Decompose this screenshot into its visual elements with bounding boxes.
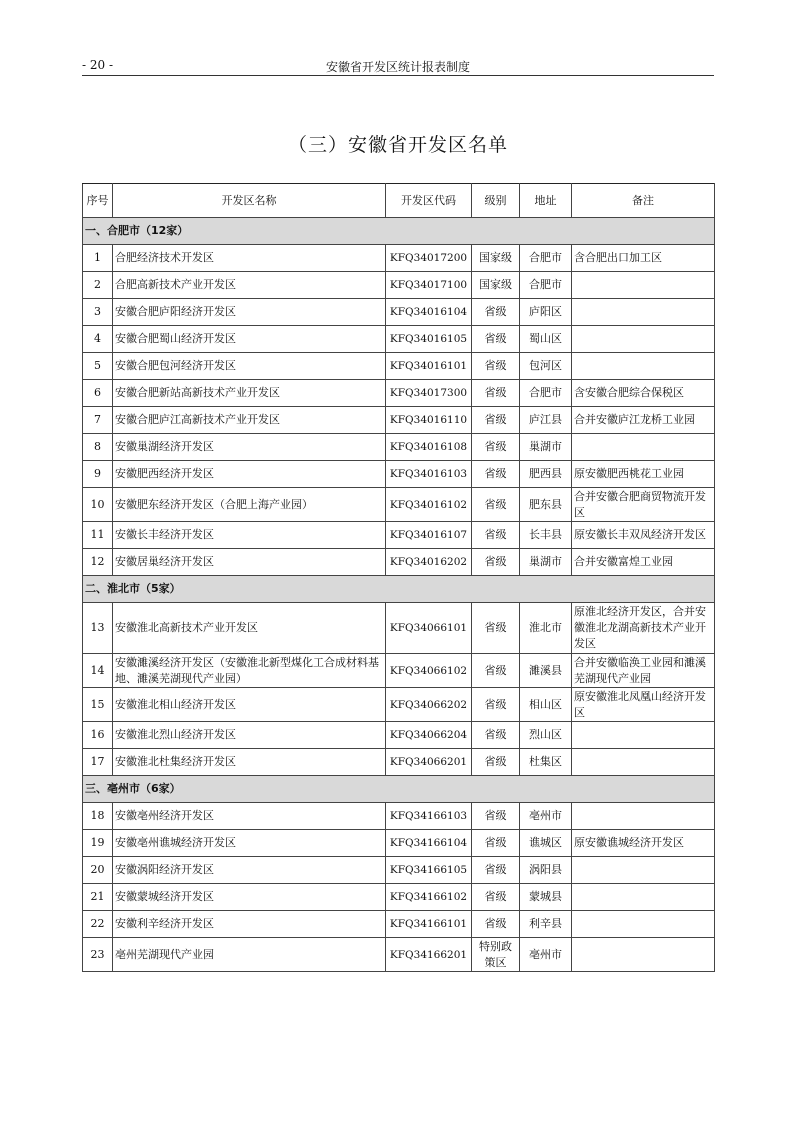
cell-code: KFQ34016110 (386, 407, 472, 434)
cell-name: 安徽合肥庐阳经济开发区 (113, 299, 386, 326)
cell-address: 长丰县 (520, 522, 572, 549)
cell-code: KFQ34016105 (386, 326, 472, 353)
section-label: 一、合肥市（12家） (83, 218, 715, 245)
development-zone-table (82, 183, 715, 972)
cell-note (572, 299, 715, 326)
cell-code: KFQ34166101 (386, 911, 472, 938)
table-row (83, 688, 715, 722)
cell-level: 省级 (472, 884, 520, 911)
table-row (83, 272, 715, 299)
cell-name: 安徽合肥包河经济开发区 (113, 353, 386, 380)
cell-no: 3 (83, 299, 113, 326)
cell-note (572, 326, 715, 353)
cell-name: 安徽合肥新站高新技术产业开发区 (113, 380, 386, 407)
cell-no: 5 (83, 353, 113, 380)
cell-address: 利辛县 (520, 911, 572, 938)
cell-name: 安徽淮北相山经济开发区 (113, 688, 386, 722)
cell-address: 涡阳县 (520, 857, 572, 884)
cell-note: 含合肥出口加工区 (572, 245, 715, 272)
cell-level: 省级 (472, 688, 520, 722)
cell-code: KFQ34166103 (386, 803, 472, 830)
cell-no: 18 (83, 803, 113, 830)
cell-address: 肥西县 (520, 461, 572, 488)
table-row (83, 353, 715, 380)
cell-level: 省级 (472, 830, 520, 857)
table-row (83, 603, 715, 654)
cell-level: 特别政策区 (472, 938, 520, 972)
cell-name: 安徽亳州经济开发区 (113, 803, 386, 830)
cell-note: 合并安徽庐江龙桥工业园 (572, 407, 715, 434)
cell-address: 合肥市 (520, 380, 572, 407)
cell-no: 2 (83, 272, 113, 299)
cell-level: 省级 (472, 461, 520, 488)
cell-code: KFQ34166104 (386, 830, 472, 857)
table-row (83, 522, 715, 549)
cell-note: 原安徽谯城经济开发区 (572, 830, 715, 857)
cell-level: 省级 (472, 407, 520, 434)
cell-address: 烈山区 (520, 722, 572, 749)
cell-name: 安徽巢湖经济开发区 (113, 434, 386, 461)
cell-no: 17 (83, 749, 113, 776)
table-row (83, 749, 715, 776)
section-row (83, 576, 715, 603)
cell-address: 濉溪县 (520, 654, 572, 688)
cell-code: KFQ34017100 (386, 272, 472, 299)
cell-no: 21 (83, 884, 113, 911)
document-title: （三）安徽省开发区名单 (287, 134, 508, 156)
col-header-note: 备注 (572, 184, 715, 218)
table-row (83, 857, 715, 884)
running-title: 安徽省开发区统计报表制度 (325, 60, 470, 74)
col-header-address: 地址 (520, 184, 572, 218)
cell-no: 1 (83, 245, 113, 272)
cell-level: 省级 (472, 603, 520, 654)
cell-name: 安徽涡阳经济开发区 (113, 857, 386, 884)
cell-note (572, 803, 715, 830)
col-header-no: 序号 (83, 184, 113, 218)
cell-address: 包河区 (520, 353, 572, 380)
cell-name: 安徽肥西经济开发区 (113, 461, 386, 488)
cell-level: 国家级 (472, 245, 520, 272)
section-row (83, 776, 715, 803)
cell-note (572, 911, 715, 938)
table-row (83, 911, 715, 938)
cell-note: 原安徽长丰双凤经济开发区 (572, 522, 715, 549)
cell-no: 16 (83, 722, 113, 749)
cell-code: KFQ34016108 (386, 434, 472, 461)
cell-address: 合肥市 (520, 245, 572, 272)
cell-level: 省级 (472, 353, 520, 380)
cell-code: KFQ34016103 (386, 461, 472, 488)
cell-name: 安徽合肥庐江高新技术产业开发区 (113, 407, 386, 434)
cell-address: 相山区 (520, 688, 572, 722)
table-row (83, 299, 715, 326)
cell-level: 省级 (472, 326, 520, 353)
cell-code: KFQ34016102 (386, 488, 472, 522)
cell-address: 肥东县 (520, 488, 572, 522)
cell-name: 安徽利辛经济开发区 (113, 911, 386, 938)
cell-note: 合并安徽富煌工业园 (572, 549, 715, 576)
table-row (83, 380, 715, 407)
cell-level: 省级 (472, 299, 520, 326)
page-number: - 20 - (82, 58, 114, 72)
cell-level: 省级 (472, 803, 520, 830)
cell-address: 谯城区 (520, 830, 572, 857)
cell-note (572, 884, 715, 911)
cell-address: 巢湖市 (520, 549, 572, 576)
cell-note (572, 353, 715, 380)
col-header-level: 级别 (472, 184, 520, 218)
cell-code: KFQ34166105 (386, 857, 472, 884)
cell-no: 11 (83, 522, 113, 549)
cell-name: 亳州芜湖现代产业园 (113, 938, 386, 972)
cell-code: KFQ34166102 (386, 884, 472, 911)
cell-note: 原淮北经济开发区，合并安徽淮北龙湖高新技术产业开发区 (572, 603, 715, 654)
section-row (83, 218, 715, 245)
cell-level: 省级 (472, 911, 520, 938)
cell-no: 9 (83, 461, 113, 488)
cell-no: 4 (83, 326, 113, 353)
table-row (83, 830, 715, 857)
cell-note (572, 857, 715, 884)
cell-address: 蜀山区 (520, 326, 572, 353)
cell-code: KFQ34066102 (386, 654, 472, 688)
cell-name: 合肥高新技术产业开发区 (113, 272, 386, 299)
cell-level: 省级 (472, 749, 520, 776)
cell-no: 10 (83, 488, 113, 522)
cell-code: KFQ34017200 (386, 245, 472, 272)
cell-note (572, 272, 715, 299)
cell-address: 杜集区 (520, 749, 572, 776)
cell-name: 安徽肥东经济开发区（合肥上海产业园） (113, 488, 386, 522)
cell-name: 安徽亳州谯城经济开发区 (113, 830, 386, 857)
cell-no: 23 (83, 938, 113, 972)
table-row (83, 245, 715, 272)
table-body (83, 218, 715, 972)
cell-no: 14 (83, 654, 113, 688)
cell-note (572, 749, 715, 776)
cell-name: 安徽淮北杜集经济开发区 (113, 749, 386, 776)
cell-level: 省级 (472, 522, 520, 549)
cell-code: KFQ34066201 (386, 749, 472, 776)
table-row (83, 803, 715, 830)
cell-note (572, 722, 715, 749)
cell-level: 省级 (472, 654, 520, 688)
cell-address: 庐阳区 (520, 299, 572, 326)
cell-note: 合并安徽临涣工业园和濉溪芜湖现代产业园 (572, 654, 715, 688)
table-row (83, 407, 715, 434)
table-row (83, 884, 715, 911)
cell-level: 省级 (472, 488, 520, 522)
cell-name: 安徽居巢经济开发区 (113, 549, 386, 576)
cell-address: 亳州市 (520, 803, 572, 830)
cell-code: KFQ34016202 (386, 549, 472, 576)
cell-name: 安徽淮北烈山经济开发区 (113, 722, 386, 749)
cell-level: 省级 (472, 722, 520, 749)
table-row (83, 326, 715, 353)
cell-code: KFQ34017300 (386, 380, 472, 407)
cell-code: KFQ34166201 (386, 938, 472, 972)
cell-code: KFQ34066204 (386, 722, 472, 749)
header-rule (82, 75, 714, 76)
cell-note: 原安徽淮北凤凰山经济开发区 (572, 688, 715, 722)
table-row (83, 938, 715, 972)
cell-address: 合肥市 (520, 272, 572, 299)
cell-code: KFQ34016107 (386, 522, 472, 549)
cell-code: KFQ34016104 (386, 299, 472, 326)
cell-level: 省级 (472, 857, 520, 884)
table-row (83, 434, 715, 461)
cell-level: 国家级 (472, 272, 520, 299)
cell-no: 22 (83, 911, 113, 938)
table-header-row (83, 184, 715, 218)
cell-name: 安徽濉溪经济开发区（安徽淮北新型煤化工合成材料基地、濉溪芜湖现代产业园） (113, 654, 386, 688)
cell-name: 安徽淮北高新技术产业开发区 (113, 603, 386, 654)
col-header-code: 开发区代码 (386, 184, 472, 218)
cell-no: 12 (83, 549, 113, 576)
cell-code: KFQ34066101 (386, 603, 472, 654)
cell-no: 19 (83, 830, 113, 857)
page-header (82, 58, 714, 76)
cell-no: 15 (83, 688, 113, 722)
section-label: 三、亳州市（6家） (83, 776, 715, 803)
cell-name: 安徽蒙城经济开发区 (113, 884, 386, 911)
section-label: 二、淮北市（5家） (83, 576, 715, 603)
cell-note: 原安徽肥西桃花工业园 (572, 461, 715, 488)
cell-address: 巢湖市 (520, 434, 572, 461)
col-header-name: 开发区名称 (113, 184, 386, 218)
cell-note (572, 938, 715, 972)
cell-level: 省级 (472, 434, 520, 461)
cell-no: 7 (83, 407, 113, 434)
cell-level: 省级 (472, 380, 520, 407)
cell-no: 8 (83, 434, 113, 461)
cell-level: 省级 (472, 549, 520, 576)
cell-name: 合肥经济技术开发区 (113, 245, 386, 272)
table-row (83, 488, 715, 522)
cell-address: 淮北市 (520, 603, 572, 654)
cell-code: KFQ34066202 (386, 688, 472, 722)
cell-address: 亳州市 (520, 938, 572, 972)
cell-note: 合并安徽合肥商贸物流开发区 (572, 488, 715, 522)
cell-address: 蒙城县 (520, 884, 572, 911)
table-row (83, 654, 715, 688)
cell-note (572, 434, 715, 461)
cell-no: 13 (83, 603, 113, 654)
table-row (83, 461, 715, 488)
cell-note: 含安徽合肥综合保税区 (572, 380, 715, 407)
cell-address: 庐江县 (520, 407, 572, 434)
cell-name: 安徽合肥蜀山经济开发区 (113, 326, 386, 353)
table-row (83, 549, 715, 576)
cell-code: KFQ34016101 (386, 353, 472, 380)
cell-no: 6 (83, 380, 113, 407)
cell-no: 20 (83, 857, 113, 884)
cell-name: 安徽长丰经济开发区 (113, 522, 386, 549)
table-row (83, 722, 715, 749)
